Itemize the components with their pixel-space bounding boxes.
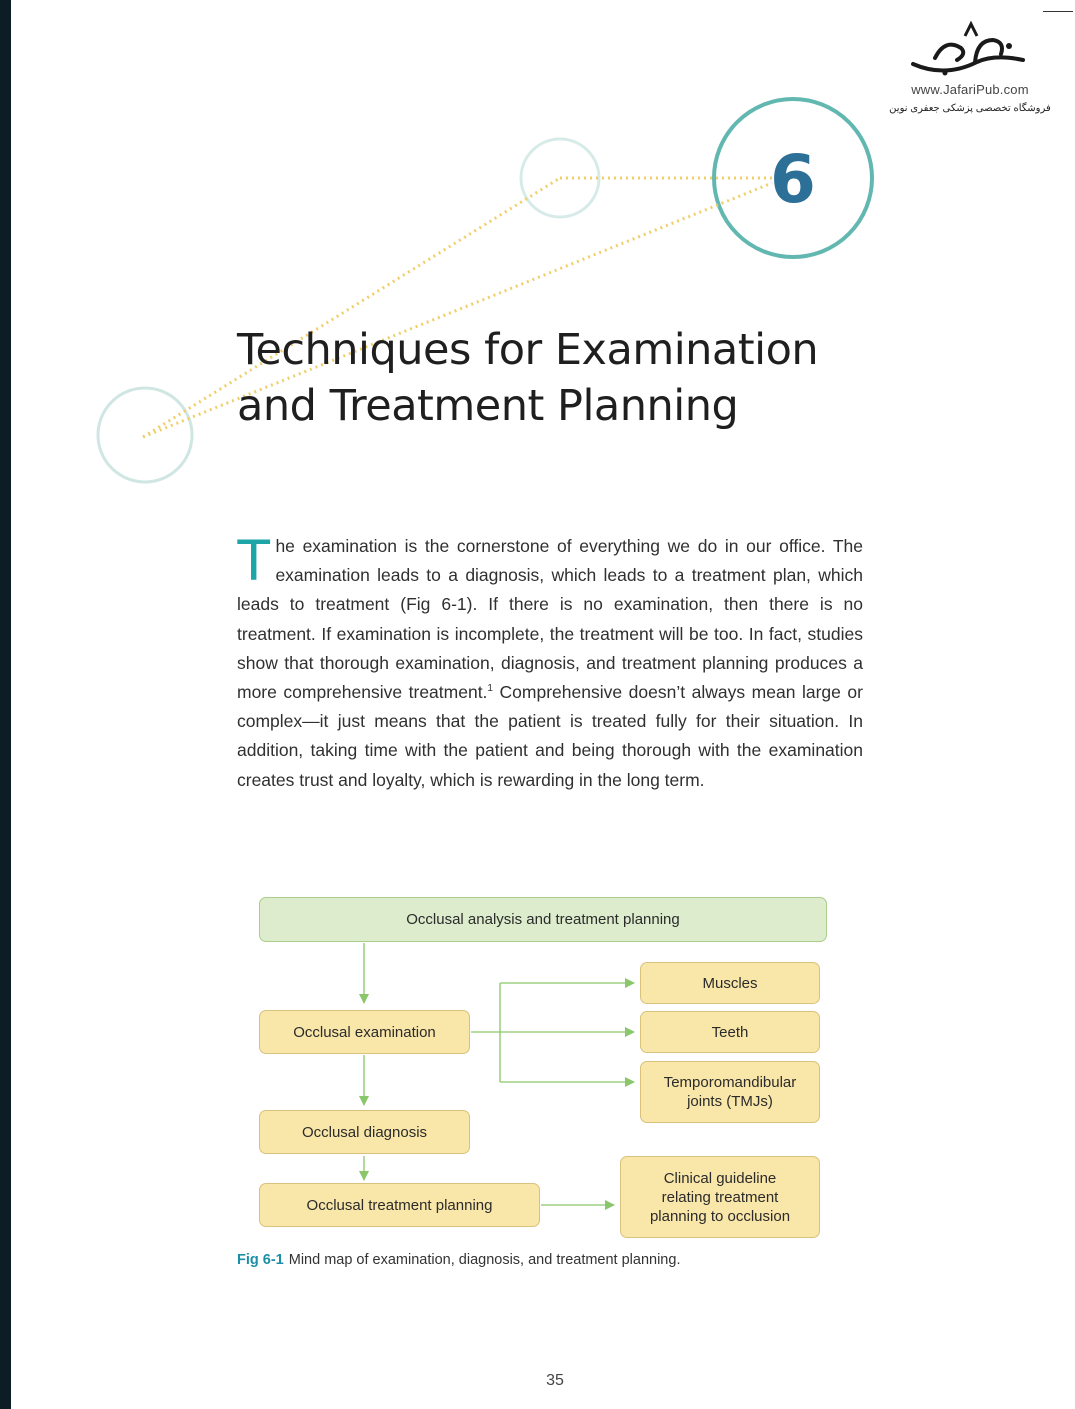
intro-paragraph — [236, 528, 863, 795]
chapter-number: 6 — [770, 140, 816, 218]
page-number: 35 — [546, 1372, 564, 1389]
figure-caption — [237, 1252, 680, 1268]
figure-caption-text: Mind map of examination, diagnosis, and treatment planning. — [288, 1252, 681, 1268]
node-root: Occlusal analysis and treatment planning — [259, 897, 827, 942]
node-teeth: Teeth — [640, 1011, 820, 1053]
intro-text-part1: he examination is the cornerstone of everything we do in our office. The examination leads to a diagnosis, which leads to a treatment plan, which leads to treatment (Fig 6-1). If there is no examination, then there is no treatment. If examination is incomplete, the treatment will be too. In fact, studies show that thorough examination, diagnosis, and treatment planning produces a more comprehensive treatment. — [237, 536, 863, 703]
figure-caption-label: Fig 6-1 — [237, 1252, 284, 1268]
reference-superscript: 1 — [487, 683, 493, 695]
publisher-logo — [880, 18, 1060, 122]
chapter-title — [237, 322, 877, 434]
publisher-url: www.JafariPub.com — [911, 82, 1029, 97]
node-diagnosis: Occlusal diagnosis — [259, 1110, 470, 1154]
chapter-title-line1: Techniques for Examination — [237, 325, 819, 375]
node-guideline: Clinical guideline relating treatment planning to occlusion — [620, 1156, 820, 1238]
intro-text-part2: Comprehensive doesn’t always mean large or complex—it just means that the patient is treated fully for their situation. In addition, taking time with the patient and being thorough with the examination creates trust and loyalty, which is rewarding in the long term. — [237, 682, 863, 790]
node-muscles: Muscles — [640, 962, 820, 1004]
jafari-calligraphy-logo-icon — [905, 18, 1035, 82]
node-planning: Occlusal treatment planning — [259, 1183, 540, 1227]
publisher-store-name: فروشگاه تخصصی پزشکی جعفری نوین — [889, 103, 1051, 114]
decor-circle-small — [98, 388, 192, 482]
node-examination: Occlusal examination — [259, 1010, 470, 1054]
drop-cap: T — [236, 528, 272, 593]
chapter-title-line2: and Treatment Planning — [237, 381, 739, 431]
node-tmj: Temporomandibular joints (TMJs) — [640, 1061, 820, 1123]
